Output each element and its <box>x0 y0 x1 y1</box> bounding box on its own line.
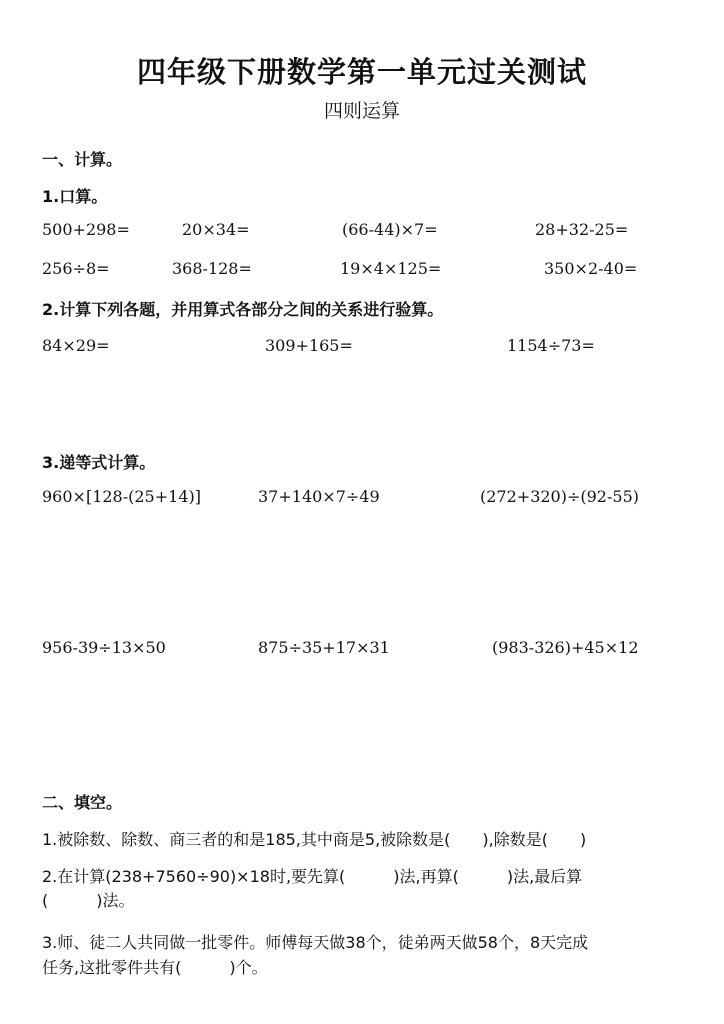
page-subtitle: 四则运算 <box>323 100 400 122</box>
oral-item: 350×2-40= <box>544 259 638 278</box>
part3-heading: 3.递等式计算。 <box>42 453 156 472</box>
oral-item: 256÷8= <box>42 259 110 278</box>
page-title: 四年级下册数学第一单元过关测试 <box>136 55 587 89</box>
oral-item: 368-128= <box>172 259 252 278</box>
section1-heading: 一、计算。 <box>42 150 123 169</box>
fill-question-2-line2: ( )法。 <box>42 891 135 910</box>
stepwise-item: 37+140×7÷49 <box>258 487 380 506</box>
oral-item: 28+32-25= <box>535 220 629 239</box>
fill-question-1: 1.被除数、除数、商三者的和是185,其中商是5,被除数是( ),除数是( ) <box>42 830 587 849</box>
fill-question-2-line1: 2.在计算(238+7560÷90)×18时,要先算( )法,再算( )法,最后算 <box>42 867 583 886</box>
section2-heading: 二、填空。 <box>42 793 123 812</box>
stepwise-item: (983-326)+45×12 <box>492 638 639 657</box>
oral-item: 500+298= <box>42 220 130 239</box>
stepwise-item: 956-39÷13×50 <box>42 638 166 657</box>
stepwise-item: 960×[128-(25+14)] <box>42 487 201 506</box>
part2-heading: 2.计算下列各题，并用算式各部分之间的关系进行验算。 <box>42 300 444 319</box>
oral-item: 19×4×125= <box>340 259 442 278</box>
fill-question-3-line1: 3.师、徒二人共同做一批零件。师傅每天做38个，徒弟两天做58个，8天完成 <box>42 933 589 952</box>
verify-item: 1154÷73= <box>507 336 595 355</box>
fill-question-3-line2: 任务,这批零件共有( )个。 <box>42 958 268 977</box>
part1-heading: 1.口算。 <box>42 187 108 206</box>
oral-item: 20×34= <box>182 220 250 239</box>
verify-item: 84×29= <box>42 336 110 355</box>
verify-item: 309+165= <box>265 336 353 355</box>
stepwise-item: 875÷35+17×31 <box>258 638 390 657</box>
stepwise-item: (272+320)÷(92-55) <box>480 487 639 506</box>
oral-item: (66-44)×7= <box>342 220 438 239</box>
